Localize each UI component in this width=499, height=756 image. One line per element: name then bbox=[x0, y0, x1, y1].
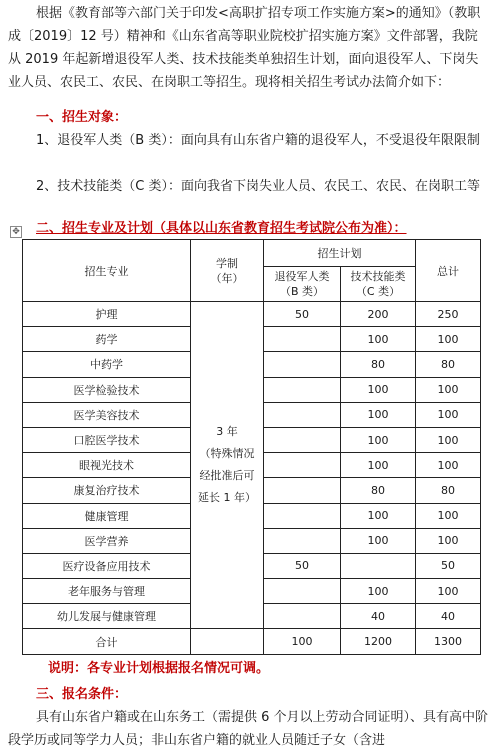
cell-total: 100 bbox=[416, 427, 481, 452]
cell-c-count: 100 bbox=[341, 528, 416, 553]
header-major: 招生专业 bbox=[23, 240, 191, 302]
cell-total: 100 bbox=[416, 402, 481, 427]
section-3-title: 三、报名条件： bbox=[36, 687, 128, 702]
cell-major: 护理 bbox=[23, 302, 191, 327]
sum-row bbox=[23, 629, 481, 654]
cell-b-count bbox=[264, 604, 341, 629]
cell-total: 40 bbox=[416, 604, 481, 629]
period-line: 延长 1 年） bbox=[198, 491, 256, 505]
cell-b-count: 50 bbox=[264, 553, 341, 578]
cell-major: 康复治疗技术 bbox=[23, 478, 191, 503]
cell-major: 眼视光技术 bbox=[23, 453, 191, 478]
cell-b-count bbox=[264, 579, 341, 604]
period-line: 3 年 bbox=[216, 425, 238, 439]
table-row bbox=[23, 302, 481, 327]
cell-major: 医学营养 bbox=[23, 528, 191, 553]
cell-total: 80 bbox=[416, 352, 481, 377]
cell-c-count: 100 bbox=[341, 377, 416, 402]
cell-major: 药学 bbox=[23, 327, 191, 352]
table-move-handle-icon[interactable]: ✥ bbox=[10, 226, 22, 238]
cell-total: 100 bbox=[416, 503, 481, 528]
section-3-body: 具有山东省户籍或在山东务工（需提供 6 个月以上劳动合同证明）、具有高中阶段学历或同等学力人员；非山东省户籍的就业人员随迁子女（含进 bbox=[8, 710, 489, 748]
cell-total: 100 bbox=[416, 377, 481, 402]
cell-c-count bbox=[341, 553, 416, 578]
cell-c-count: 100 bbox=[341, 453, 416, 478]
cell-total: 80 bbox=[416, 478, 481, 503]
cell-c-count: 100 bbox=[341, 503, 416, 528]
period-line: 经批准后可 bbox=[199, 469, 255, 483]
section-1-item-b: 1、退役军人类（B 类）：面向具有山东省户籍的退役军人，不受退役年限限制 bbox=[36, 133, 480, 148]
header-plan: 招生计划 bbox=[264, 240, 416, 267]
period-line: （特殊情况 bbox=[199, 447, 255, 461]
section-2-title: 二、招生专业及计划（具体以山东省教育招生考试院公布为准）： bbox=[36, 221, 407, 236]
cell-major: 医学美容技术 bbox=[23, 402, 191, 427]
cell-total: 100 bbox=[416, 453, 481, 478]
cell-total: 50 bbox=[416, 553, 481, 578]
header-total: 总计 bbox=[416, 240, 481, 302]
cell-c-count: 100 bbox=[341, 427, 416, 452]
cell-total: 250 bbox=[416, 302, 481, 327]
sum-period bbox=[191, 629, 264, 654]
cell-c-count: 100 bbox=[341, 327, 416, 352]
cell-c-count: 80 bbox=[341, 478, 416, 503]
cell-b-count bbox=[264, 453, 341, 478]
cell-major: 老年服务与管理 bbox=[23, 579, 191, 604]
cell-period bbox=[191, 302, 264, 629]
note-text: 说明：各专业计划根据报名情况可调。 bbox=[48, 661, 270, 676]
cell-b-count: 50 bbox=[264, 302, 341, 327]
cell-total: 100 bbox=[416, 528, 481, 553]
cell-major: 健康管理 bbox=[23, 503, 191, 528]
header-period: 学制 （年） bbox=[191, 240, 264, 302]
cell-major: 口腔医学技术 bbox=[23, 427, 191, 452]
cell-b-count bbox=[264, 528, 341, 553]
cell-major: 幼儿发展与健康管理 bbox=[23, 604, 191, 629]
sum-c: 1200 bbox=[341, 629, 416, 654]
intro-paragraph: 根据《教育部等六部门关于印发<高职扩招专项工作实施方案>的通知》（教职成〔2019〕12 号）精神和《山东省高等职业院校扩招实施方案》文件部署，我院从 2019 年起新增退役军人类、技术技能类单独招生计划，面向退役军人、下岗失业人员、农民工、农民、在岗职工等招生。现将相关招生考试办法简介如下： bbox=[8, 6, 481, 90]
section-1-item-c: 2、技术技能类（C 类）：面向我省下岗失业人员、农民工、农民、在岗职工等 bbox=[36, 179, 480, 194]
cell-c-count: 100 bbox=[341, 579, 416, 604]
cell-b-count bbox=[264, 327, 341, 352]
cell-b-count bbox=[264, 427, 341, 452]
cell-major: 医学检验技术 bbox=[23, 377, 191, 402]
cell-total: 100 bbox=[416, 327, 481, 352]
sum-total: 1300 bbox=[416, 629, 481, 654]
enrollment-plan-table bbox=[22, 239, 481, 655]
cell-b-count bbox=[264, 503, 341, 528]
section-1-title: 一、招生对象： bbox=[36, 110, 128, 125]
cell-b-count bbox=[264, 352, 341, 377]
cell-c-count: 200 bbox=[341, 302, 416, 327]
cell-major: 医疗设备应用技术 bbox=[23, 553, 191, 578]
cell-c-count: 40 bbox=[341, 604, 416, 629]
cell-b-count bbox=[264, 478, 341, 503]
cell-c-count: 100 bbox=[341, 402, 416, 427]
cell-b-count bbox=[264, 377, 341, 402]
header-c-class: 技术技能类 （C 类） bbox=[341, 267, 416, 302]
sum-label: 合计 bbox=[23, 629, 191, 654]
header-b-class: 退役军人类 （B 类） bbox=[264, 267, 341, 302]
cell-major: 中药学 bbox=[23, 352, 191, 377]
cell-total: 100 bbox=[416, 579, 481, 604]
sum-b: 100 bbox=[264, 629, 341, 654]
cell-b-count bbox=[264, 402, 341, 427]
cell-c-count: 80 bbox=[341, 352, 416, 377]
